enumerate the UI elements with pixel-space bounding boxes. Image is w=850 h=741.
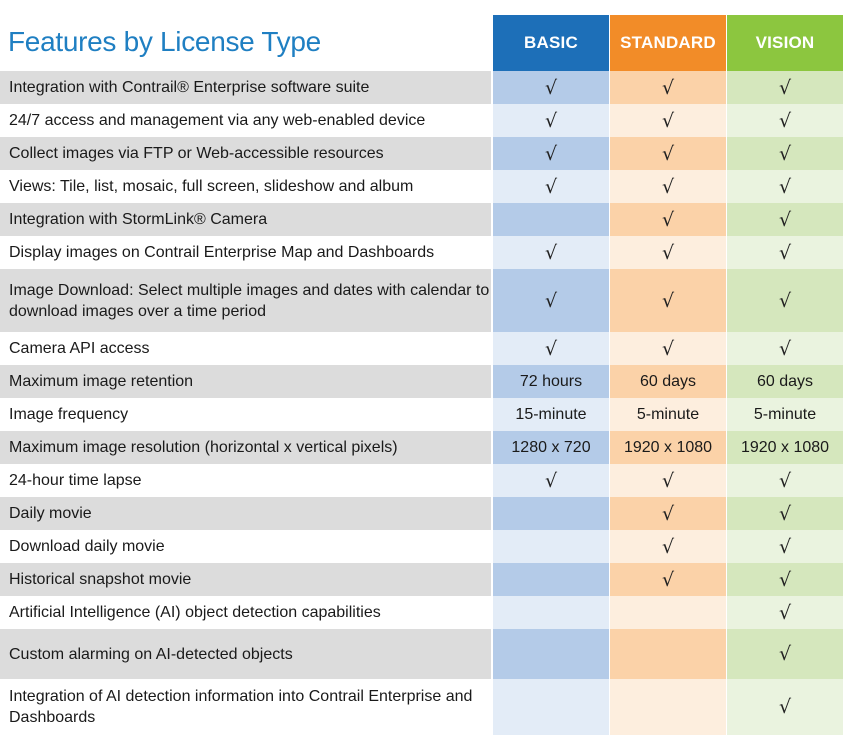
cell-basic	[493, 137, 609, 170]
table-row	[0, 365, 850, 398]
table-row	[0, 497, 850, 530]
cell-vision	[727, 365, 843, 398]
feature-label: Maximum image resolution (horizontal x vertical pixels)	[0, 431, 491, 464]
check-icon: √	[544, 109, 558, 132]
cell-standard	[610, 236, 726, 269]
cell-vision	[727, 104, 843, 137]
cell-vision	[727, 679, 843, 735]
feature-label: 24-hour time lapse	[0, 464, 491, 497]
cell-value: 5-minute	[753, 405, 817, 423]
table-row	[0, 596, 850, 629]
feature-label: Integration of AI detection information into Contrail Enterprise and Dashboards	[0, 679, 491, 735]
cell-basic	[493, 236, 609, 269]
feature-label: Download daily movie	[0, 530, 491, 563]
check-icon: √	[778, 208, 792, 231]
cell-basic	[493, 170, 609, 203]
table-row	[0, 332, 850, 365]
cell-vision	[727, 269, 843, 332]
cell-standard	[610, 137, 726, 170]
check-icon: √	[544, 76, 558, 99]
cell-basic	[493, 431, 609, 464]
check-icon: √	[778, 241, 792, 264]
column-header-standard: STANDARD	[610, 15, 726, 71]
cell-basic	[493, 464, 609, 497]
cell-standard	[610, 269, 726, 332]
feature-table	[0, 71, 850, 735]
cell-vision	[727, 236, 843, 269]
cell-value: 72 hours	[519, 372, 583, 390]
cell-vision	[727, 596, 843, 629]
check-icon: √	[778, 469, 792, 492]
check-icon: √	[778, 535, 792, 558]
feature-label: Daily movie	[0, 497, 491, 530]
table-row	[0, 679, 850, 735]
cell-standard	[610, 497, 726, 530]
table-row	[0, 464, 850, 497]
check-icon: √	[544, 469, 558, 492]
cell-basic	[493, 629, 609, 679]
cell-standard	[610, 203, 726, 236]
cell-standard	[610, 629, 726, 679]
table-header	[0, 0, 850, 71]
check-icon: √	[661, 76, 675, 99]
table-row	[0, 431, 850, 464]
check-icon: √	[778, 696, 792, 718]
cell-value: 15-minute	[515, 405, 587, 423]
cell-standard	[610, 398, 726, 431]
feature-label: Historical snapshot movie	[0, 563, 491, 596]
cell-vision	[727, 332, 843, 365]
table-row	[0, 563, 850, 596]
check-icon: √	[661, 337, 675, 360]
cell-basic	[493, 530, 609, 563]
check-icon: √	[778, 337, 792, 360]
check-icon: √	[778, 109, 792, 132]
table-row	[0, 629, 850, 679]
table-row	[0, 203, 850, 236]
check-icon: √	[778, 643, 792, 665]
check-icon: √	[661, 241, 675, 264]
cell-standard	[610, 365, 726, 398]
check-icon: √	[661, 469, 675, 492]
feature-label: 24/7 access and management via any web-enabled device	[0, 104, 491, 137]
check-icon: √	[778, 502, 792, 525]
cell-vision	[727, 431, 843, 464]
cell-vision	[727, 530, 843, 563]
cell-standard	[610, 530, 726, 563]
cell-vision	[727, 629, 843, 679]
feature-label: Custom alarming on AI-detected objects	[0, 629, 491, 679]
table-row	[0, 104, 850, 137]
cell-vision	[727, 170, 843, 203]
table-row	[0, 269, 850, 332]
check-icon: √	[778, 76, 792, 99]
cell-standard	[610, 596, 726, 629]
cell-basic	[493, 365, 609, 398]
cell-basic	[493, 596, 609, 629]
check-icon: √	[661, 502, 675, 525]
table-row	[0, 398, 850, 431]
column-header-vision: VISION	[727, 15, 843, 71]
check-icon: √	[778, 568, 792, 591]
check-icon: √	[661, 568, 675, 591]
cell-standard	[610, 170, 726, 203]
cell-standard	[610, 71, 726, 104]
cell-value: 1280 x 720	[511, 438, 591, 456]
check-icon: √	[544, 337, 558, 360]
check-icon: √	[544, 142, 558, 165]
cell-vision	[727, 563, 843, 596]
cell-value: 5-minute	[636, 405, 700, 423]
check-icon: √	[544, 241, 558, 264]
cell-vision	[727, 203, 843, 236]
cell-standard	[610, 679, 726, 735]
feature-label: Image frequency	[0, 398, 491, 431]
check-icon: √	[661, 142, 675, 165]
cell-vision	[727, 398, 843, 431]
column-header-basic: BASIC	[493, 15, 609, 71]
table-row	[0, 170, 850, 203]
cell-basic	[493, 563, 609, 596]
check-icon: √	[661, 208, 675, 231]
page-title: Features by License Type	[8, 26, 321, 57]
feature-label: Image Download: Select multiple images and dates with calendar to download images over a time period	[0, 269, 491, 332]
table-row	[0, 137, 850, 170]
check-icon: √	[778, 142, 792, 165]
cell-standard	[610, 104, 726, 137]
cell-standard	[610, 332, 726, 365]
cell-standard	[610, 563, 726, 596]
feature-label: Integration with Contrail® Enterprise software suite	[0, 71, 491, 104]
table-row	[0, 530, 850, 563]
check-icon: √	[778, 289, 792, 312]
check-icon: √	[661, 175, 675, 198]
check-icon: √	[661, 289, 675, 312]
cell-value: 1920 x 1080	[740, 438, 830, 456]
cell-basic	[493, 203, 609, 236]
cell-standard	[610, 431, 726, 464]
feature-label: Maximum image retention	[0, 365, 491, 398]
cell-value: 1920 x 1080	[623, 438, 713, 456]
feature-label: Collect images via FTP or Web-accessible resources	[0, 137, 491, 170]
feature-label: Camera API access	[0, 332, 491, 365]
cell-vision	[727, 137, 843, 170]
cell-value: 60 days	[756, 372, 814, 390]
table-row	[0, 236, 850, 269]
cell-value: 60 days	[639, 372, 697, 390]
cell-basic	[493, 104, 609, 137]
cell-basic	[493, 71, 609, 104]
feature-label: Artificial Intelligence (AI) object detection capabilities	[0, 596, 491, 629]
check-icon: √	[778, 601, 792, 624]
feature-label: Display images on Contrail Enterprise Map and Dashboards	[0, 236, 491, 269]
cell-standard	[610, 464, 726, 497]
check-icon: √	[661, 109, 675, 132]
check-icon: √	[661, 535, 675, 558]
cell-basic	[493, 269, 609, 332]
cell-vision	[727, 71, 843, 104]
check-icon: √	[544, 289, 558, 312]
cell-basic	[493, 497, 609, 530]
check-icon: √	[544, 175, 558, 198]
feature-label: Integration with StormLink® Camera	[0, 203, 491, 236]
cell-vision	[727, 464, 843, 497]
table-row	[0, 71, 850, 104]
check-icon: √	[778, 175, 792, 198]
cell-vision	[727, 497, 843, 530]
cell-basic	[493, 679, 609, 735]
cell-basic	[493, 398, 609, 431]
cell-basic	[493, 332, 609, 365]
feature-label: Views: Tile, list, mosaic, full screen, slideshow and album	[0, 170, 491, 203]
